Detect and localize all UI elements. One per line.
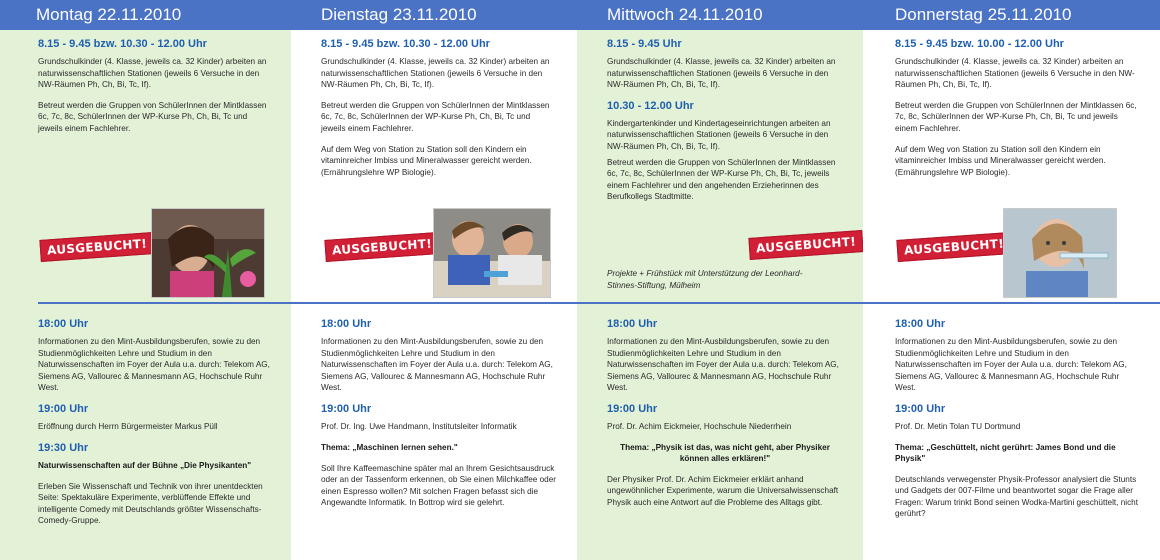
- evening-time: 18:00 Uhr: [895, 318, 946, 330]
- evening-text: Informationen zu den Mint-Ausbildungsberufen, sowie zu den Studienmöglichkeiten Lehre und Studium in den Naturwissenschaften im Foyer der Aula u.a. durch: Telekom AG, Siemens AG, Vallourec & Mannesmann AG, Hochschule Ruhr West.: [321, 337, 553, 393]
- evening-section: [577, 308, 863, 560]
- day-column-tuesday: [291, 0, 577, 560]
- supervision-text: Betreut werden die Gruppen von SchülerInnen der Mintklassen 6c, 7c, 8c, SchülerInnen der WP-Kurse Ph, Ch, Bi, Tc, jeweils einem Fachlehrer und den angehenden Erzieherinnen des Berufkollegs Stadtmitte.: [607, 157, 836, 202]
- booked-out-stamp: AUSGEBUCHT!: [39, 232, 154, 262]
- show-title: Naturwissenschaften auf der Bühne „Die Physikanten": [38, 460, 252, 470]
- supervision-text: Betreut werden die Gruppen von SchülerInnen der Mintklassen 6c, 7c, 8c, SchülerInnen der WP-Kurse Ph, Ch, Bi, Tc und jeweils einem Fachlehrer.: [38, 100, 267, 133]
- section-divider: [291, 302, 577, 304]
- morning-time: 8.15 - 9.45 bzw. 10.00 - 12.00 Uhr: [895, 38, 1064, 50]
- evening-time: 18:00 Uhr: [607, 318, 658, 330]
- supervision-text: Betreut werden die Gruppen von SchülerInnen der Mintklassen 6c, 7c, 8c, SchülerInnen der WP-Kurse Ph, Ch, Bi, Tc und jeweils einem Fachlehrer.: [895, 100, 1137, 133]
- opening-text: Eröffnung durch Herrn Bürgermeister Markus Püll: [38, 421, 218, 431]
- day-header: Donnerstag 25.11.2010: [863, 0, 1160, 30]
- event-time-1900: 19:00 Uhr: [321, 402, 372, 415]
- evening-time: 18:00 Uhr: [38, 318, 89, 330]
- speaker-text: Prof. Dr. Ing. Uwe Handmann, Institutsleiter Informatik: [321, 421, 517, 431]
- morning-text: Grundschulkinder (4. Klasse, jeweils ca. 32 Kinder) arbeiten an naturwissenschaftlichen Stationen (jeweils 6 Versuche in den NW-Räumen Ph, Ch, Bi, Tc, If).: [321, 57, 550, 90]
- section-divider: [38, 302, 291, 304]
- section-divider: [577, 302, 863, 304]
- late-morning-time: 10.30 - 12.00 Uhr: [607, 99, 694, 112]
- event-time-1930: 19:30 Uhr: [38, 441, 89, 454]
- show-text: Erleben Sie Wissenschaft und Technik von ihrer unentdeckten Seite: Spektakuläre Experimente, verblüffende Effekte und intelligente Comedy mit Deutschlands größter Wissenschafts-Comedy-Gruppe.: [38, 481, 263, 526]
- section-divider: [863, 302, 1160, 304]
- morning-section: [577, 30, 863, 302]
- talk-topic: Thema: „Geschüttelt, nicht gerührt: James Bond und die Physik": [895, 442, 1116, 463]
- morning-text: Grundschulkinder (4. Klasse, jeweils ca. 32 Kinder) arbeiten an naturwissenschaftlichen Stationen (jeweils 6 Versuche in den NW-Räumen Ph, Ch, Bi, Tc, If).: [895, 57, 1135, 90]
- photo-kids-experiment: [433, 208, 551, 298]
- photo-girl-test-tube: [1003, 208, 1117, 298]
- snack-text: Auf dem Weg von Station zu Station soll den Kindern ein vitaminreicher Imbiss und Mineralwasser gereicht werden. (Ernährungslehre WP Biologie).: [321, 144, 532, 177]
- evening-time: 18:00 Uhr: [321, 318, 372, 330]
- talk-topic: Thema: „Maschinen lernen sehen.": [321, 442, 458, 452]
- day-header: Montag 22.11.2010: [0, 0, 291, 30]
- day-column-wednesday: [577, 0, 863, 560]
- evening-section: [0, 308, 291, 560]
- morning-time: 8.15 - 9.45 bzw. 10.30 - 12.00 Uhr: [321, 38, 490, 50]
- snack-text: Auf dem Weg von Station zu Station soll den Kindern ein vitaminreicher Imbiss und Mineralwasser gereicht werden. (Ernährungslehre WP Biologie).: [895, 144, 1106, 177]
- talk-text: Deutschlands verwegenster Physik-Professor analysiert die Stunts und Gadgets der 007-Filme und beantwortet sogar die Frage aller Fragen: Warum trinkt Bond seinen Wodka-Martini geschüttelt, nicht gerührt?: [895, 474, 1139, 519]
- booked-out-stamp: AUSGEBUCHT!: [748, 230, 863, 260]
- morning-text: Grundschulkinder (4. Klasse, jeweils ca. 32 Kinder) arbeiten an naturwissenschaftlichen Stationen (jeweils 6 Versuche in den NW-Räumen Ph, Ch, Bi, Tc, If).: [38, 57, 267, 90]
- morning-time: 8.15 - 9.45 bzw. 10.30 - 12.00 Uhr: [38, 38, 207, 50]
- event-time-1900: 19:00 Uhr: [895, 402, 946, 415]
- evening-section: [291, 308, 577, 560]
- evening-text: Informationen zu den Mint-Ausbildungsberufen, sowie zu den Studienmöglichkeiten Lehre und Studium in den Naturwissenschaften im Foyer der Aula u.a. durch: Telekom AG, Siemens AG, Vallourec & Mannesmann AG, Hochschule Ruhr West.: [895, 337, 1127, 393]
- day-column-thursday: [863, 0, 1160, 560]
- sponsor-note: Projekte + Frühstück mit Unterstützung der Leonhard-Stinnes-Stiftung, Mülheim: [607, 269, 803, 290]
- speaker-text: Prof. Dr. Achim Eickmeier, Hochschule Niederrhein: [607, 421, 792, 431]
- morning-time: 8.15 - 9.45 Uhr: [607, 38, 682, 50]
- event-time-1900: 19:00 Uhr: [38, 402, 89, 415]
- talk-text: Soll Ihre Kaffeemaschine später mal an Ihrem Gesichtsausdruck oder an der Tassenform erkennen, ob Sie einen Milchkaffee oder einen Espresso wollen? Mit solchen Fragen befasst sich die Angewandte Informatik. In Bottrop wird sie gelehrt.: [321, 463, 557, 508]
- photo-child-plant: [151, 208, 265, 298]
- evening-text: Informationen zu den Mint-Ausbildungsberufen, sowie zu den Studienmöglichkeiten Lehre und Studium in den Naturwissenschaften im Foyer der Aula u.a. durch: Telekom AG, Siemens AG, Vallourec & Mannesmann AG, Hochschule Ruhr West.: [607, 337, 839, 393]
- day-column-monday: [0, 0, 291, 560]
- talk-text: Der Physiker Prof. Dr. Achim Eickmeier erklärt anhand ungewöhnlicher Experimente, warum die Universalwissenschaft Physik auch eine Antwort auf die Probleme des Alltags gibt.: [607, 474, 839, 507]
- event-time-1900: 19:00 Uhr: [607, 402, 658, 415]
- talk-topic: Thema: „Physik ist das, was nicht geht, aber Physiker können alles erklären!": [620, 442, 830, 463]
- booked-out-stamp: AUSGEBUCHT!: [896, 232, 1011, 262]
- speaker-text: Prof. Dr. Metin Tolan TU Dortmund: [895, 421, 1021, 431]
- booked-out-stamp: AUSGEBUCHT!: [324, 232, 439, 262]
- morning-text: Grundschulkinder (4. Klasse, jeweils ca. 32 Kinder) arbeiten an naturwissenschaftlichen Stationen (jeweils 6 Versuche in den NW-Räumen Ph, Ch, Bi, Tc, If).: [607, 57, 836, 90]
- kindergarten-text: Kindergartenkinder und Kindertageseinrichtungen arbeiten an naturwissenschaftlichen Stationen (jeweils 6 Versuche in den NW-Räumen Ph, Ch, Bi, Tc, If).: [607, 118, 831, 151]
- day-header: Dienstag 23.11.2010: [291, 0, 577, 30]
- supervision-text: Betreut werden die Gruppen von SchülerInnen der Mintklassen 6c, 7c, 8c, SchülerInnen der WP-Kurse Ph, Ch, Bi, Tc und jeweils einem Fachlehrer.: [321, 100, 550, 133]
- evening-text: Informationen zu den Mint-Ausbildungsberufen, sowie zu den Studienmöglichkeiten Lehre und Studium in den Naturwissenschaften im Foyer der Aula u.a. durch: Telekom AG, Siemens AG, Vallourec & Mannesmann AG, Hochschule Ruhr West.: [38, 337, 270, 393]
- evening-section: [863, 308, 1160, 560]
- day-header: Mittwoch 24.11.2010: [577, 0, 863, 30]
